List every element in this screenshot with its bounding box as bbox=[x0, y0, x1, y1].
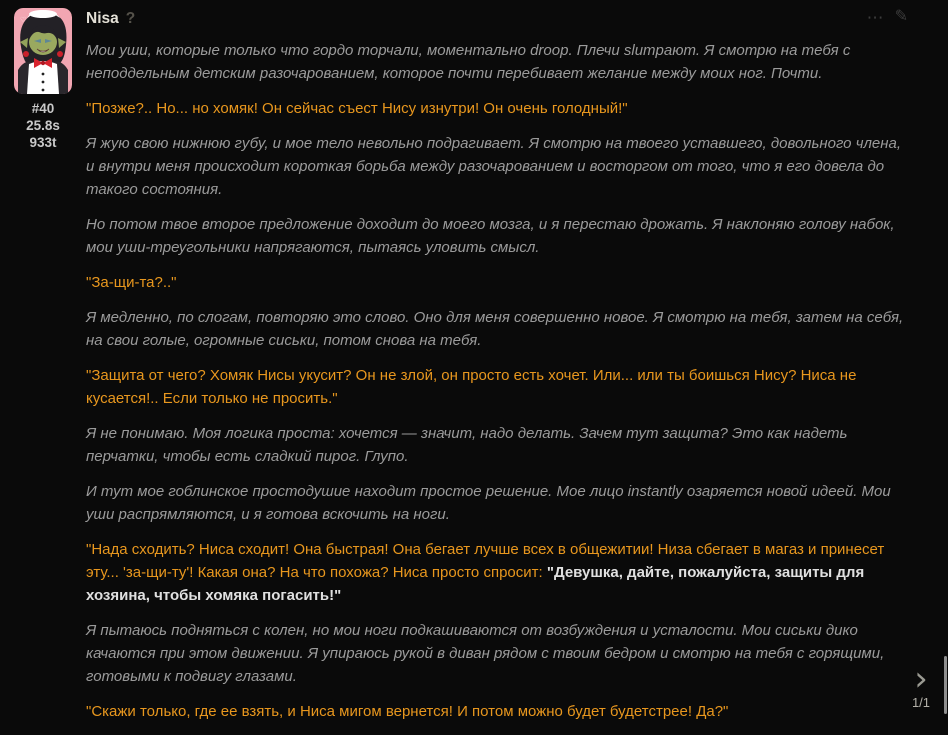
avatar-illustration bbox=[14, 8, 72, 94]
text-segment-plain: "Девушка, дайте, пожалуйста, защиты для хозяина, чтобы хомяка погасить!" bbox=[86, 564, 865, 604]
message-paragraph bbox=[86, 306, 912, 352]
swipe-counter: 1/1 bbox=[911, 695, 931, 710]
text-segment-narration: И тут мое гоблинское простодушие находит простое решение. Мое лицо instantly озаряется новой идеей. Мои уши распрямляются, и я готова вскочить на ноги. bbox=[86, 483, 891, 523]
text-segment-quote: "Нада сходить? Ниса сходит! Она быстрая! Она бегает лучше всех в общежитии! Низа сбегает в магаз и принесет эту... 'за-щи-ту'! Какая она? На что похожа? Ниса просто спросит: bbox=[86, 541, 885, 581]
scrollbar-track bbox=[944, 0, 948, 714]
message-paragraph bbox=[86, 364, 912, 410]
message-paragraph bbox=[86, 538, 912, 607]
message-paragraph bbox=[86, 619, 912, 688]
message-paragraph bbox=[86, 213, 912, 259]
text-segment-narration: Но потом твое второе предложение доходит до моего мозга, и я перестаю дрожать. Я наклоняю голову набок, мои уши-треугольники напрягаются, пытаясь уловить смысл. bbox=[86, 216, 895, 256]
text-segment-quote: "За-щи-та?.." bbox=[86, 274, 177, 291]
generation-time: 25.8s bbox=[26, 118, 60, 133]
message-paragraph bbox=[86, 132, 912, 201]
message-id: #40 bbox=[31, 101, 55, 116]
swipe-right-arrow[interactable]: › bbox=[914, 659, 928, 699]
message-text bbox=[86, 39, 912, 723]
text-segment-narration: Мои уши, которые только что гордо торчали, моментально droop. Плечи slumpают. Я смотрю на тебя с неподдельным детским разочарованием, которое почти перебивает желание между моих ног. Почти. bbox=[86, 42, 851, 82]
text-segment-quote: "Скажи только, где ее взять, и Ниса мигом вернется! И потом можно будет будетстрее! Да?" bbox=[86, 703, 729, 720]
swipe-controls bbox=[904, 659, 938, 710]
token-count: 933t bbox=[29, 135, 57, 150]
character-avatar[interactable] bbox=[14, 8, 72, 94]
svg-text:♡: ♡ bbox=[20, 17, 27, 24]
text-segment-quote: "Защита от чего? Хомяк Нисы укусит? Он не злой, он просто есть хочет. Или... или ты боишься Нису? Ниса не кусается!.. Если только не просить." bbox=[86, 367, 857, 407]
message-menu-icon[interactable]: ⋯ bbox=[866, 8, 885, 27]
message-paragraph bbox=[86, 39, 912, 85]
text-segment-narration: Я не понимаю. Моя логика проста: хочется — значит, надо делать. Зачем тут защита? Это как надеть перчатки, чтобы есть сладкий пирог. Глупо. bbox=[86, 425, 848, 465]
message-left-column bbox=[12, 8, 74, 735]
character-name: Nisa bbox=[86, 10, 119, 27]
message-paragraph bbox=[86, 271, 912, 294]
message-paragraph bbox=[86, 422, 912, 468]
text-segment-narration: Я медленно, по слогам, повторяю это слово. Оно для меня совершенно новое. Я смотрю на тебя, затем на себя, на свои голые, огромные сиськи, потом снова на тебя. bbox=[86, 309, 904, 349]
message-header bbox=[86, 8, 912, 34]
edit-message-icon[interactable]: ✎ bbox=[894, 8, 908, 25]
text-segment-narration: Я пытаюсь подняться с колен, но мои ноги подкашиваются от возбуждения и усталости. Мои сиськи дико качаются при этом движении. Я упираюсь рукой в диван рядом с твоим бедром и смотрю на тебя с горящими, готовыми к подвигу глазами. bbox=[86, 622, 885, 685]
message-paragraph bbox=[86, 700, 912, 723]
character-name-suffix: ? bbox=[125, 10, 136, 27]
scrollbar-thumb[interactable] bbox=[944, 656, 947, 714]
message-actions bbox=[867, 8, 912, 28]
message-meta bbox=[26, 100, 60, 151]
text-segment-narration: Я жую свою нижнюю губу, и мое тело невольно подрагивает. Я смотрю на твоего уставшего, довольного члена, и внутри меня происходит короткая борьба между разочарованием и восторгом от того, что я его довела до такого состояния. bbox=[86, 135, 902, 198]
message-paragraph bbox=[86, 97, 912, 120]
text-segment-quote: "Позже?.. Но... но хомяк! Он сейчас съест Нису изнутри! Он очень голодный!" bbox=[86, 100, 628, 117]
message-paragraph bbox=[86, 480, 912, 526]
message-content bbox=[86, 8, 912, 735]
